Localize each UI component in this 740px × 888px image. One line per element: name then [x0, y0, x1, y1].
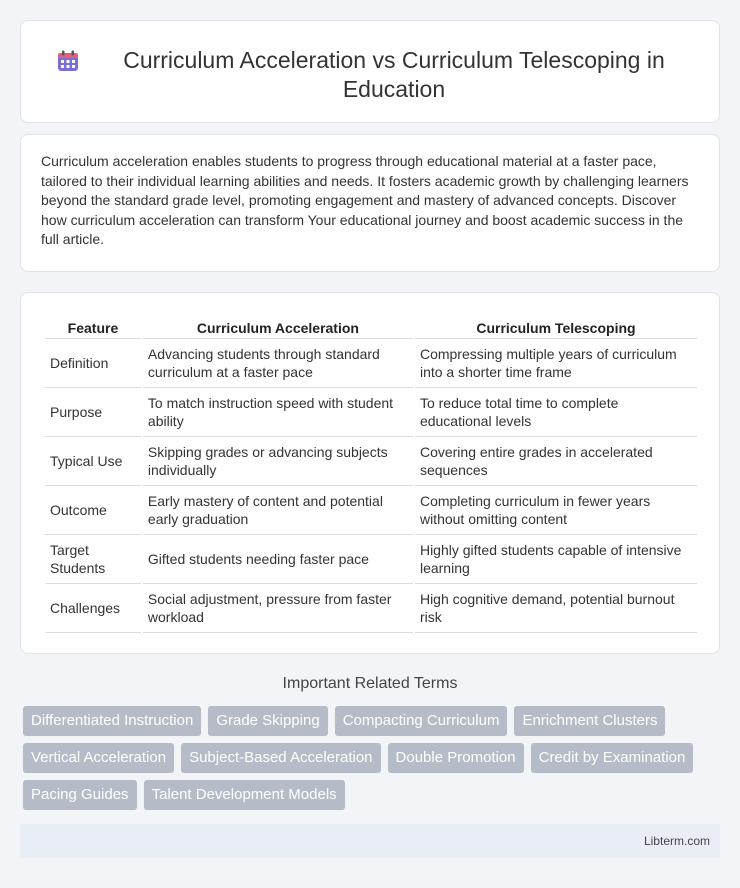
row-acceleration-cell: Social adjustment, pressure from faster workload [143, 584, 413, 633]
row-acceleration-cell: Gifted students needing faster pace [143, 535, 413, 584]
table-row [45, 339, 697, 388]
tag-talent-development-models[interactable]: Talent Development Models [144, 780, 345, 810]
header-curriculum-telescoping: Curriculum Telescoping [415, 313, 697, 339]
table-header-row [45, 313, 697, 339]
comparison-table [43, 313, 699, 633]
table-row [45, 584, 697, 633]
row-telescoping-cell: High cognitive demand, potential burnout risk [415, 584, 697, 633]
row-acceleration-cell: Skipping grades or advancing subjects individually [143, 437, 413, 486]
row-acceleration-cell: Early mastery of content and potential early graduation [143, 486, 413, 535]
row-feature-cell: Purpose [45, 388, 141, 437]
row-telescoping-cell: Highly gifted students capable of intensive learning [415, 535, 697, 584]
row-telescoping-cell: Compressing multiple years of curriculum into a shorter time frame [415, 339, 697, 388]
intro-card [20, 134, 720, 272]
table-row [45, 535, 697, 584]
tag-pacing-guides[interactable]: Pacing Guides [23, 780, 137, 810]
row-telescoping-cell: Completing curriculum in fewer years without omitting content [415, 486, 697, 535]
related-terms-tags [23, 706, 723, 817]
tag-compacting-curriculum[interactable]: Compacting Curriculum [335, 706, 508, 736]
header-curriculum-acceleration: Curriculum Acceleration [143, 313, 413, 339]
page-title: Curriculum Acceleration vs Curriculum Telescoping in Education [123, 47, 665, 102]
tag-differentiated-instruction[interactable]: Differentiated Instruction [23, 706, 201, 736]
row-feature-cell: Outcome [45, 486, 141, 535]
row-feature-cell: Definition [45, 339, 141, 388]
row-feature-cell: Target Students [45, 535, 141, 584]
tag-grade-skipping[interactable]: Grade Skipping [208, 706, 327, 736]
calendar-icon [56, 49, 80, 73]
row-telescoping-cell: To reduce total time to complete educational levels [415, 388, 697, 437]
table-row [45, 437, 697, 486]
footer-site-link[interactable]: Libterm.com [643, 834, 710, 848]
row-feature-cell: Challenges [45, 584, 141, 633]
table-row [45, 388, 697, 437]
row-acceleration-cell: To match instruction speed with student ability [143, 388, 413, 437]
comparison-table-card [20, 292, 720, 654]
tag-subject-based-acceleration[interactable]: Subject-Based Acceleration [181, 743, 380, 773]
row-acceleration-cell: Advancing students through standard curriculum at a faster pace [143, 339, 413, 388]
header-card [20, 20, 720, 123]
table-row [45, 486, 697, 535]
footer [20, 824, 720, 858]
related-terms-title: Important Related Terms [282, 675, 458, 692]
intro-paragraph: Curriculum acceleration enables students to progress through educational material at a faster pace, tailored to their individual learning abilities and needs. It fosters academic growth by challenging learners beyond the standard grade level, promoting engagement and mastery of advanced concepts. Discover how curriculum acceleration can transform Your educational journey and boost academic success in the full article. [41, 153, 689, 247]
tag-vertical-acceleration[interactable]: Vertical Acceleration [23, 743, 174, 773]
header-feature: Feature [45, 313, 141, 339]
row-feature-cell: Typical Use [45, 437, 141, 486]
tag-credit-by-examination[interactable]: Credit by Examination [531, 743, 694, 773]
tag-double-promotion[interactable]: Double Promotion [388, 743, 524, 773]
tag-enrichment-clusters[interactable]: Enrichment Clusters [514, 706, 665, 736]
row-telescoping-cell: Covering entire grades in accelerated sequences [415, 437, 697, 486]
